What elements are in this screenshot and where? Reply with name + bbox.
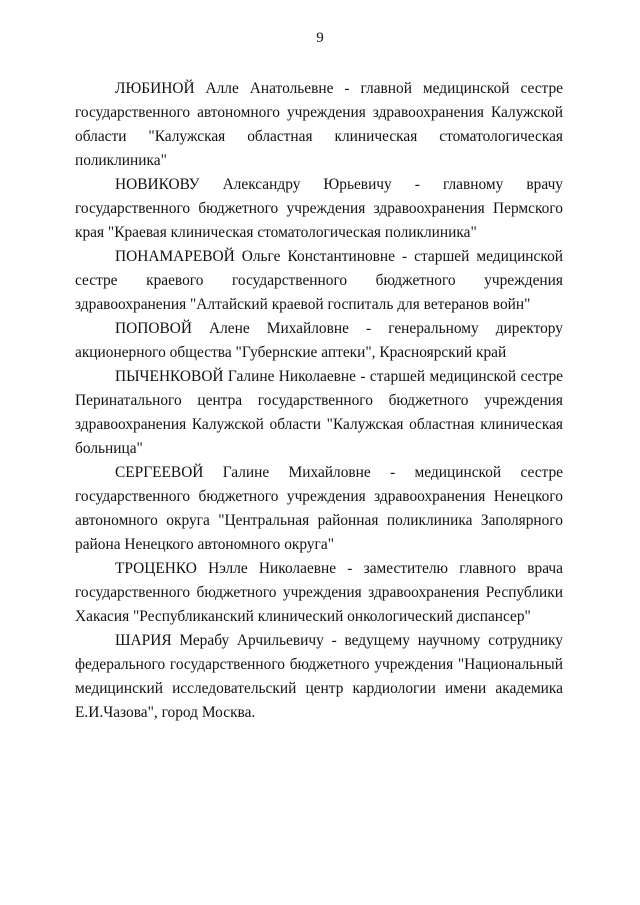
recipient-name: НОВИКОВУ Александру Юрьевичу [115, 176, 392, 193]
recipient-name: ПОПОВОЙ Алене Михайловне [115, 320, 349, 337]
recipient-name: ЛЮБИНОЙ Алле Анатольевне [115, 80, 334, 97]
list-item [75, 245, 563, 317]
recipient-name: СЕРГЕЕВОЙ Галине Михайловне [115, 464, 371, 481]
page-number: 9 [316, 30, 324, 46]
recipient-position: - генеральному директору акционерного общества "Губернские аптеки", Красноярский край [75, 320, 563, 361]
award-list [75, 77, 563, 725]
recipient-name: ПЫЧЕНКОВОЙ Галине Николаевне [115, 368, 357, 385]
recipient-position: - медицинской сестре государственного бюджетного учреждения здравоохранения Ненецкого автономного округа "Центральная районная поликлиника Заполярного района Ненецкого автономного округа" [75, 464, 563, 553]
recipient-position: - заместителю главного врача государственного бюджетного учреждения здравоохранения Республики Хакасия "Республиканский клинический онкологический диспансер" [75, 560, 564, 625]
list-item [75, 365, 563, 461]
list-item [75, 77, 563, 173]
list-item [75, 461, 563, 557]
recipient-position: - ведущему научному сотруднику федерального государственного бюджетного учреждения "Национальный медицинский исследовательский центр кардиологии имени академика Е.И.Чазова", город Москва. [75, 632, 563, 721]
recipient-position: - главному врачу государственного бюджетного учреждения здравоохранения Пермского края "Краевая клиническая стоматологическая поликлиника" [75, 176, 564, 241]
recipient-name: ШАРИЯ Мерабу Арчильевичу [115, 632, 324, 649]
recipient-position: - старшей медицинской сестре Перинатального центра государственного бюджетного учреждения здравоохранения Калужской области "Калужская областная клиническая больница" [75, 368, 563, 457]
list-item [75, 317, 563, 365]
recipient-name: ПОНАМАРЕВОЙ Ольге Константиновне [115, 248, 395, 265]
recipient-name: ТРОЦЕНКО Нэлле Николаевне [115, 560, 337, 577]
list-item [75, 173, 563, 245]
recipient-position: - старшей медицинской сестре краевого государственного бюджетного учреждения здравоохранения "Алтайский краевой госпиталь для ветеранов войн" [75, 248, 563, 313]
list-item [75, 629, 563, 725]
recipient-position: - главной медицинской сестре государственного автономного учреждения здравоохранения Калужской области "Калужская областная клиническая стоматологическая поликлиника" [75, 80, 564, 169]
list-item [75, 557, 563, 629]
